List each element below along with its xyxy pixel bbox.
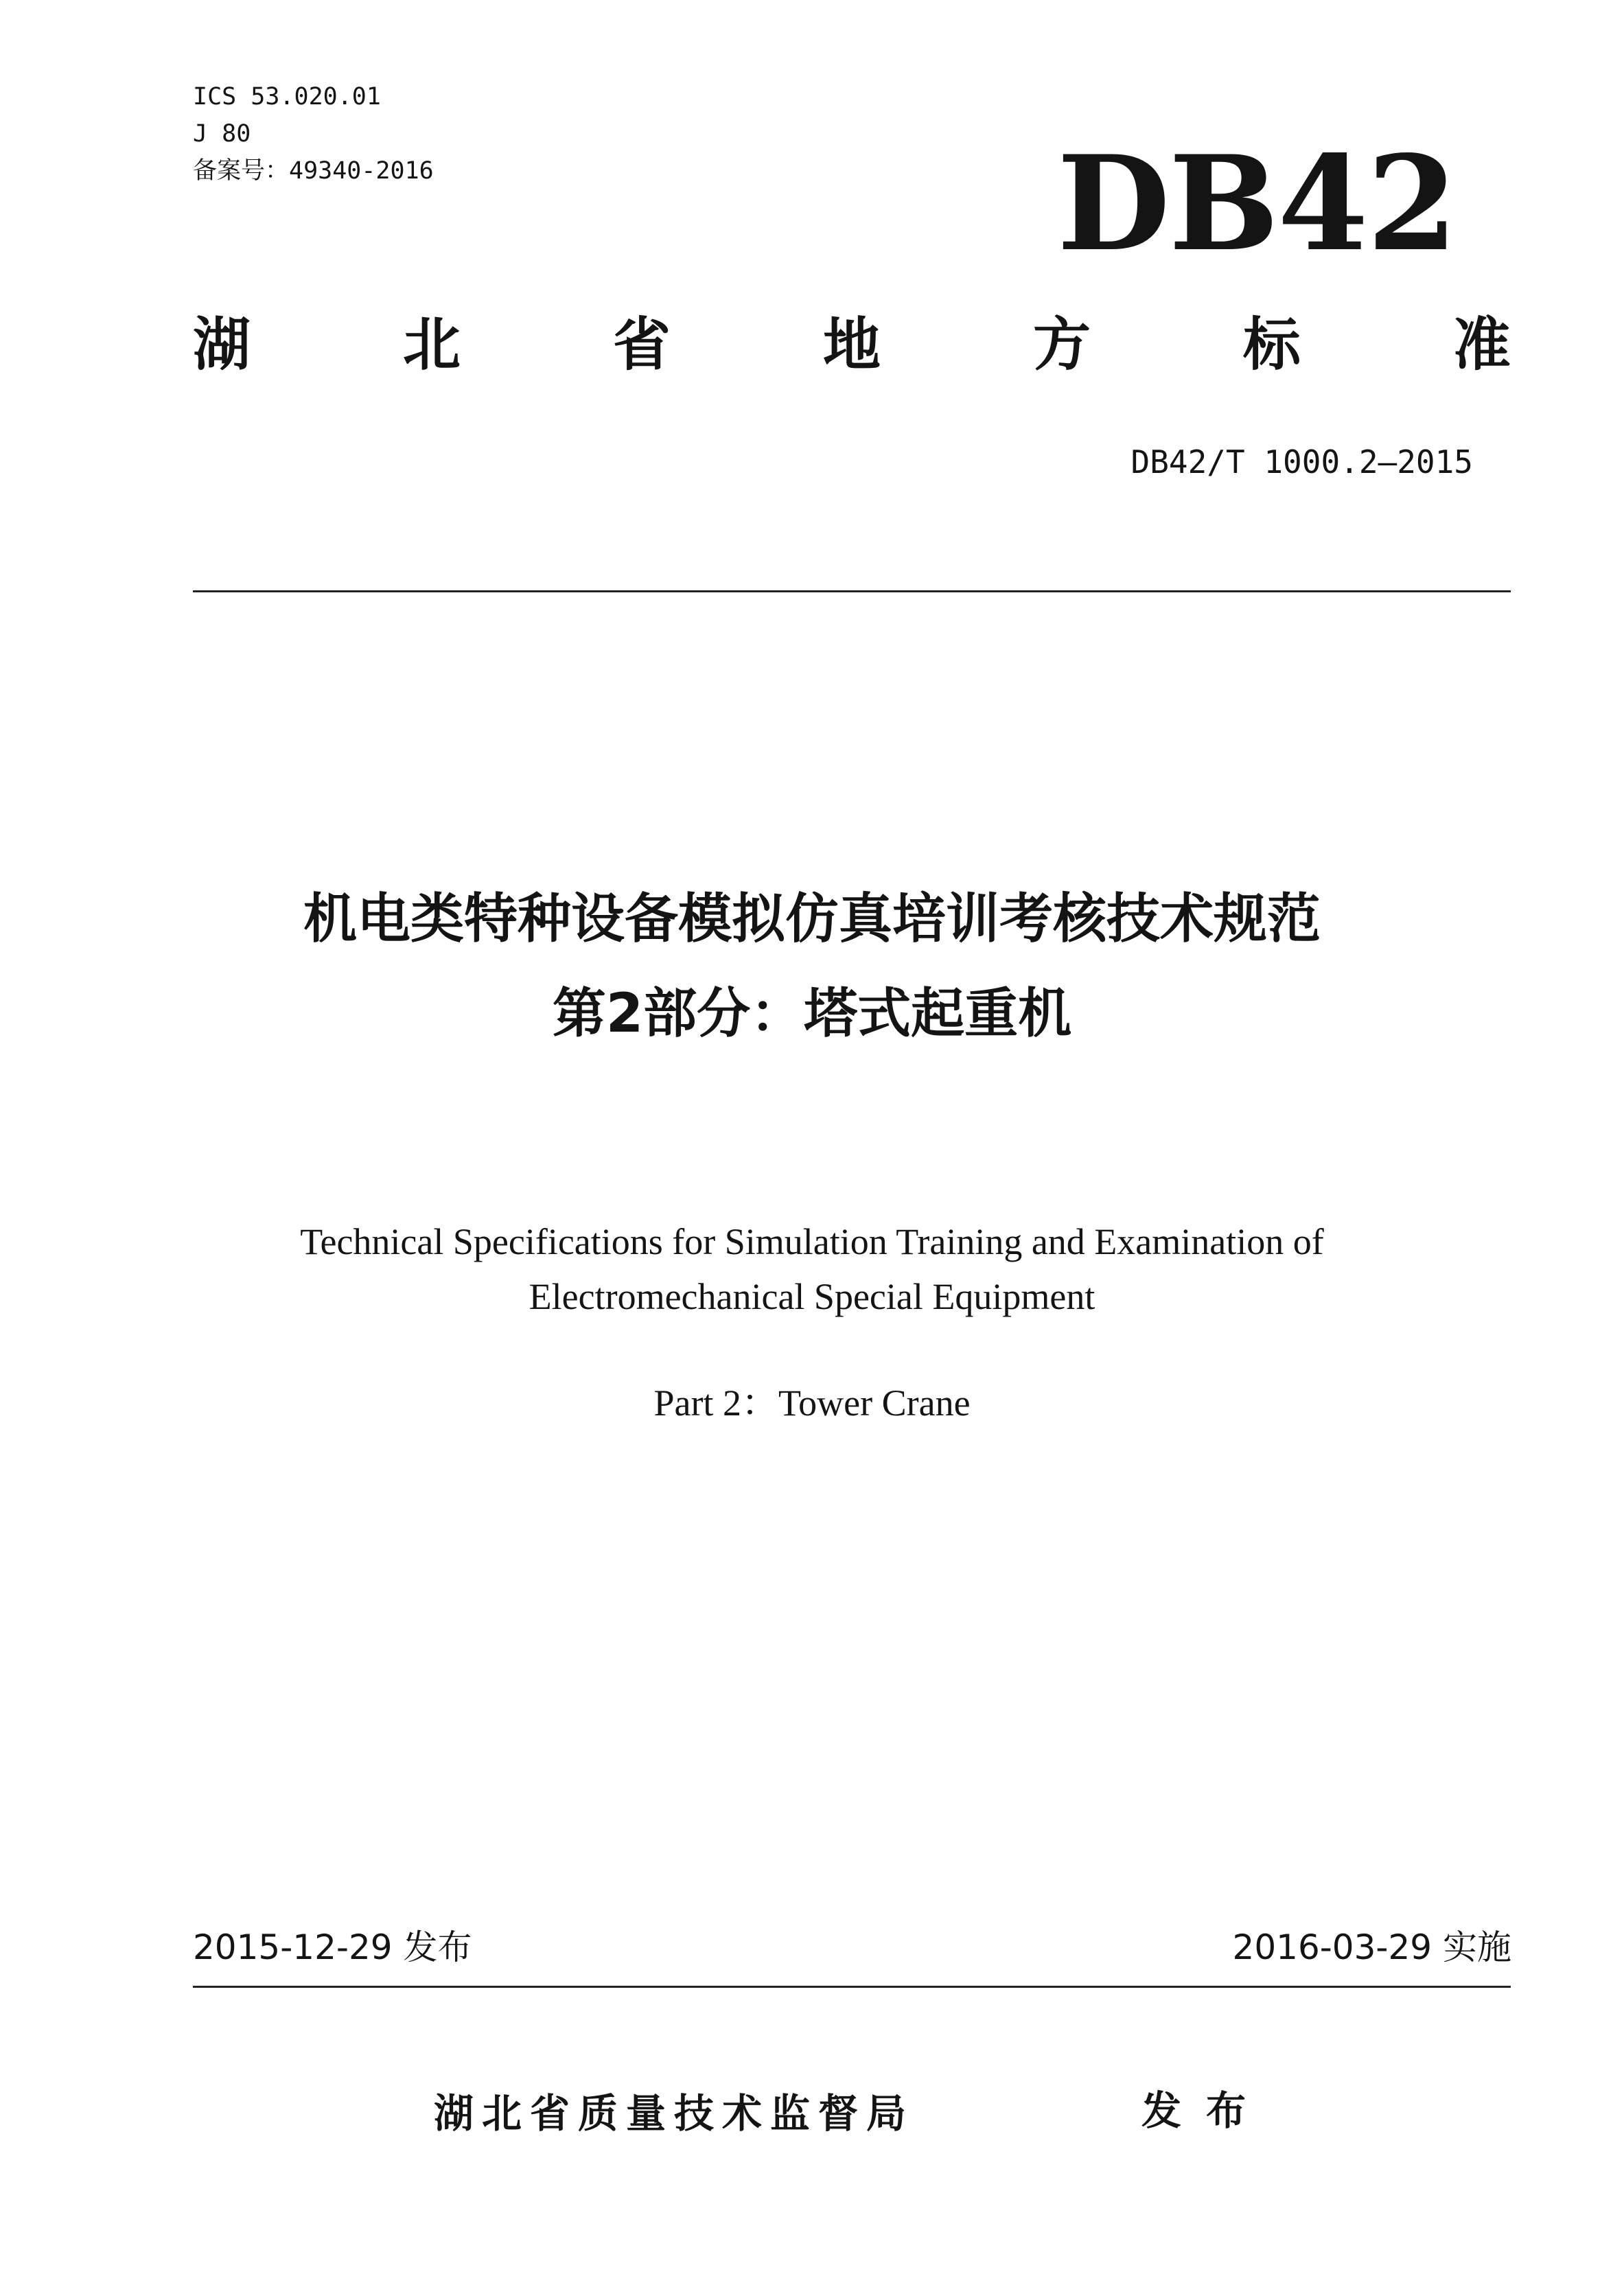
title-english-line2: Electromechanical Special Equipment (529, 1276, 1095, 1317)
header-divider (193, 590, 1511, 592)
publish-date: 2015-12-29 发布 (193, 1927, 472, 1967)
standard-type-char: 方 (1032, 311, 1091, 378)
standard-type-char: 标 (1242, 311, 1301, 378)
issuing-authority: 湖北省质量技术监督局 (434, 2090, 915, 2137)
standard-type-char: 湖 (193, 311, 251, 378)
standard-code-logo: DB42 (1057, 127, 1457, 280)
standard-type-char: 准 (1452, 311, 1511, 378)
standard-number: DB42/T 1000.2—2015 (1130, 443, 1473, 480)
footer-divider (193, 1986, 1511, 1988)
title-chinese-line2: 第2部分：塔式起重机 (552, 983, 1072, 1045)
title-chinese-line1: 机电类特种设备模拟仿真培训考核技术规范 (303, 888, 1321, 950)
record-number: 备案号：49340-2016 (193, 157, 434, 185)
ics-code: ICS 53.020.01 (193, 83, 381, 111)
title-english-line1: Technical Specifications for Simulation Training and Examination of (300, 1221, 1324, 1262)
title-english-part: Part 2：Tower Crane (653, 1382, 971, 1424)
effective-date: 2016-03-29 实施 (1232, 1927, 1511, 1967)
standard-type-char: 地 (822, 311, 881, 378)
standard-type-heading (193, 311, 1511, 378)
issue-action: 发布 (1141, 2087, 1271, 2134)
standard-type-char: 北 (402, 311, 461, 378)
standard-type-char: 省 (612, 311, 671, 378)
classification-code: J 80 (193, 120, 251, 148)
